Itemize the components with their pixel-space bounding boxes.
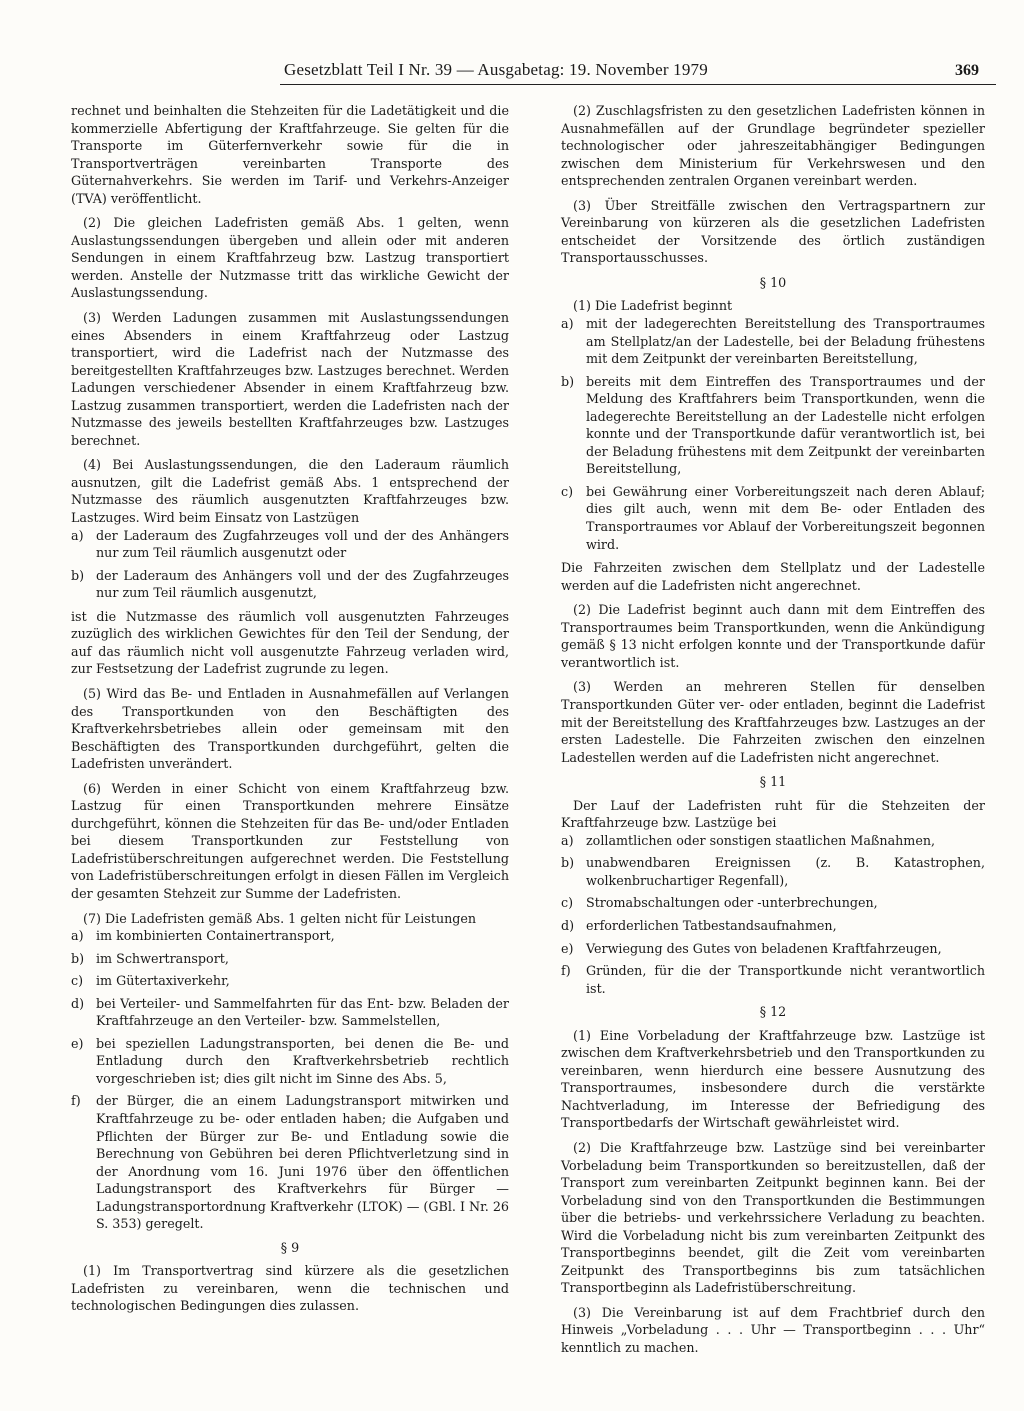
section-10-list-tail: Die Fahrzeiten zwischen dem Stellplatz und der Ladestelle werden auf die Ladefristen nicht angerechnet. xyxy=(561,560,985,593)
list-item xyxy=(561,940,985,958)
section-heading-10: § 10 xyxy=(759,274,787,290)
section-10-paragraph-1: (1) Die Ladefrist beginnt xyxy=(573,298,733,314)
section-10-paragraph-2: (2) Die Ladefrist beginnt auch dann mit dem Eintreffen des Transportraumes beim Transportkunden, wenn die Ankündigung gemäß § 13 nicht erfolgen konnte und der Transportkunde dafür verantwortlich ist. xyxy=(561,602,985,670)
list-text: bereits mit dem Eintreffen des Transportraumes und der Meldung des Kraftfahrers beim Transportkunden, wenn die ladegerechte Bereitstellung an der Ladestelle nicht erfolgen konnte und der Transportkunde dafür verantwortlich ist, bei der Beladung frühestens mit dem Zeitpunkt der vereinbarten Bereitstellung, xyxy=(586,373,985,477)
page-number: 369 xyxy=(955,62,979,79)
list-text: im Schwertransport, xyxy=(96,950,229,966)
header-rule xyxy=(280,84,996,85)
list-item xyxy=(561,894,985,912)
paragraph-7: (7) Die Ladefristen gemäß Abs. 1 gelten nicht für Leistungen xyxy=(83,910,477,926)
gazette-header-title: Gesetzblatt Teil I Nr. 39 — Ausgabetag: 19. November 1979 xyxy=(284,60,708,79)
list-item xyxy=(71,950,509,968)
list-text: der Laderaum des Zugfahrzeuges voll und der des Anhängers nur zum Teil räumlich ausgenutzt oder xyxy=(96,527,509,561)
list-item xyxy=(561,373,985,478)
section-12-paragraph-3: (3) Die Vereinbarung ist auf dem Frachtbrief durch den Hinweis „Vorbeladung . . . Uhr — Transportbeginn . . . Uhr“ kenntlich zu machen. xyxy=(561,1304,985,1355)
list-marker: f) xyxy=(71,1093,81,1109)
section-heading-9: § 9 xyxy=(280,1239,300,1255)
section-9-paragraph-1: (1) Im Transportvertrag sind kürzere als die gesetzlichen Ladefristen zu vereinbaren, wenn die technischen und technologischen Bedingungen dies zulassen. xyxy=(71,1263,509,1314)
list-text: mit der ladegerechten Bereitstellung des Transportraumes am Stellplatz/an der Ladestelle, bei der Beladung frühestens mit dem Zeitpunkt der vereinbarten Bereitstellung, xyxy=(586,316,985,367)
paragraph-3-continued: (3) Über Streitfälle zwischen den Vertragspartnern zur Vereinbarung von kürzeren als die gesetzlichen Ladefristen entscheidet der Vorsitzende des örtlich zuständigen Transportausschusses. xyxy=(561,197,985,266)
list-marker: e) xyxy=(71,1035,84,1051)
paragraph-continuation: rechnet und beinhalten die Stehzeiten für die Ladetätigkeit und die kommerzielle Abfertigung der Kraftfahrzeuge. Sie gelten für die Transporte im Güterfernverkehr sowie für die in Transportverträgen vereinbarten Transporte des Güternahverkehrs. Sie werden im Tarif- und Verkehrs-Anzeiger (TVA) veröffentlicht. xyxy=(71,103,509,206)
section-12-paragraph-1: (1) Eine Vorbeladung der Kraftfahrzeuge bzw. Lastzüge ist zwischen dem Kraftverkehrsbetrieb und den Transportkunden zu vereinbaren, wenn hierdurch eine bessere Ausnutzung des Transportraumes, insbesondere durch die verstärkte Nachtverladung, im Interesse der Befriedigung des Transportbedarfs der Wirtschaft gewährleistet wird. xyxy=(561,1027,985,1131)
paragraph-4-tail: ist die Nutzmasse des räumlich voll ausgenutzten Fahrzeuges zuzüglich des wirklichen Gewichtes für den Teil der Sendung, der auf das räumlich nicht voll ausgenutzte Fahrzeug verladen wird, zur Festsetzung der Ladefrist zugrunde zu legen. xyxy=(71,608,509,677)
paragraph-3: (3) Werden Ladungen zusammen mit Auslastungssendungen eines Absenders in einem Kraftfahrzeug oder Lastzug transportiert, wird die Ladefrist nach der Nutzmasse des bereitgestellten Kraftfahrzeuges bzw. Lastzuges berechnet. Werden Ladungen verschiedener Absender in einem Kraftfahrzeug bzw. Lastzug zusammen transportiert, werden die Ladefristen nach der Nutzmasse des jeweils bestellten Kraftfahrzeuges bzw. Lastzuges berechnet. xyxy=(71,310,509,448)
list-marker: c) xyxy=(71,973,84,989)
list-marker: b) xyxy=(71,950,85,966)
list-marker: c) xyxy=(561,895,574,911)
list-marker: c) xyxy=(561,483,574,499)
paragraph-4: (4) Bei Auslastungssendungen, die den Laderaum räumlich ausnutzen, gilt die Ladefrist gemäß Abs. 1 entsprechend der Nutzmasse des räumlich ausgenutzten Kraftfahrzeuges bzw. Lastzuges. Wird beim Einsatz von Lastzügen xyxy=(71,457,509,526)
list-item xyxy=(71,995,509,1030)
list-item xyxy=(71,1035,509,1088)
list-item xyxy=(561,962,985,997)
paragraph-2: (2) Die gleichen Ladefristen gemäß Abs. 1 gelten, wenn Auslastungssendungen übergeben und allein oder mit anderen Sendungen in einem Kraftfahrzeug bzw. Lastzug transportiert werden. Anstelle der Nutzmasse tritt das wirkliche Gewicht der Auslastungssendung. xyxy=(71,215,509,301)
right-column xyxy=(561,102,985,1364)
list-text: bei Gewährung einer Vorbereitungszeit nach deren Ablauf; dies gilt auch, wenn mit dem Be- oder Entladen des Transportraumes vor Ablauf der Vorbereitungszeit begonnen wird. xyxy=(586,483,985,552)
paragraph-4-list xyxy=(71,527,509,602)
list-marker: a) xyxy=(561,316,574,332)
list-text: Stromabschaltungen oder -unterbrechungen, xyxy=(586,895,878,911)
section-11-paragraph: Der Lauf der Ladefristen ruht für die Stehzeiten der Kraftfahrzeuge bzw. Lastzüge bei xyxy=(561,797,985,831)
list-item xyxy=(561,315,985,368)
list-text: unabwendbaren Ereignissen (z. B. Katastrophen, wolkenbruchartiger Regenfall), xyxy=(586,855,985,888)
section-12-paragraph-2: (2) Die Kraftfahrzeuge bzw. Lastzüge sind bei vereinbarter Vorbeladung beim Transportkunden so bereitzustellen, daß der Transport zum vereinbarten Zeitpunkt beginnen kann. Bei der Vorbeladung sind von den Transportkunden die Bestimmungen über die betriebs- und verkehrssichere Verladung zu beachten. Wird die Vorbeladung nicht bis zum vereinbarten Zeitpunkt des Transportbeginns beendet, gilt die Zeit vom vereinbarten Zeitpunkt des Transportbeginns bis zum tatsächlichen Transportbeginn als Ladefristüberschreitung. xyxy=(561,1139,985,1296)
list-text: Verwiegung des Gutes von beladenen Kraftfahrzeugen, xyxy=(586,940,942,956)
section-heading-12: § 12 xyxy=(759,1004,787,1020)
left-column xyxy=(71,102,509,1322)
section-10-paragraph-3: (3) Werden an mehreren Stellen für denselben Transportkunden Güter ver- oder entladen, beginnt die Ladefrist mit der Bereitstellung des Kraftfahrzeuges bzw. Lastzuges an der ersten Ladestelle. Die Fahrzeiten zwischen den einzelnen Ladestellen werden auf die Ladefristen nicht angerechnet. xyxy=(561,679,985,765)
list-text: im Gütertaxiverkehr, xyxy=(96,973,230,989)
list-marker: a) xyxy=(71,527,84,543)
list-marker: b) xyxy=(561,373,575,389)
list-text: im kombinierten Containertransport, xyxy=(96,928,335,944)
list-marker: b) xyxy=(71,567,85,583)
list-item xyxy=(561,483,985,553)
list-text: zollamtlichen oder sonstigen staatlichen Maßnahmen, xyxy=(586,832,936,848)
list-text: bei speziellen Ladungstransporten, bei denen die Be- und Entladung durch den Kraftverkehrsbetrieb rechtlich vorgeschrieben ist; dies gilt nicht im Sinne des Abs. 5, xyxy=(96,1035,509,1086)
list-item xyxy=(71,567,509,602)
paragraph-6: (6) Werden in einer Schicht von einem Kraftfahrzeug bzw. Lastzug für einen Transportkunden mehrere Einsätze durchgeführt, können die Stehzeiten für das Be- und/oder Entladen bei diesem Transportkunden zur Feststellung von Ladefristüberschreitungen aufgerechnet werden. Die Feststellung von Ladefristüberschreitungen erfolgt in diesen Fällen im Vergleich der gesamten Stehzeit zur Summe der Ladefristen. xyxy=(71,780,509,901)
list-marker: b) xyxy=(561,855,575,871)
list-text: der Laderaum des Anhängers voll und der des Zugfahrzeuges nur zum Teil räumlich ausgenutzt, xyxy=(96,567,509,601)
paragraph-2-continued: (2) Zuschlagsfristen zu den gesetzlichen Ladefristen können in Ausnahmefällen auf der Grundlage begründeter spezieller technologischer oder jahreszeitabhängiger Bedingungen zwischen dem Ministerium für Verkehrswesen und den entsprechenden zentralen Organen vereinbart werden. xyxy=(561,103,985,189)
list-text: der Bürger, die an einem Ladungstransport mitwirken und Kraftfahrzeuge zu be- oder entladen haben; die Aufgaben und Pflichten der Bürger zur Be- und Entladung sowie die Berechnung von Gebühren bei deren Pflichtverletzung sind in der Anordnung vom 16. Juni 1976 über den öffentlichen Ladungstransport des Kraftverkehrs für Bürger — Ladungstransportordnung Kraftverkehr (LTOK) — (GBl. I Nr. 26 S. 353) geregelt. xyxy=(96,1093,509,1232)
list-marker: a) xyxy=(71,928,84,944)
list-item xyxy=(71,1092,509,1232)
list-marker: e) xyxy=(561,940,574,956)
section-11-list xyxy=(561,832,985,997)
list-marker: d) xyxy=(561,917,575,933)
list-marker: f) xyxy=(561,963,571,979)
list-text: Gründen, für die der Transportkunde nicht verantwortlich ist. xyxy=(586,963,985,996)
list-item xyxy=(71,972,509,990)
section-10-list xyxy=(561,315,985,553)
list-item xyxy=(71,927,509,945)
list-marker: d) xyxy=(71,995,85,1011)
list-text: erforderlichen Tatbestandsaufnahmen, xyxy=(586,917,837,933)
list-item xyxy=(561,832,985,850)
list-item xyxy=(561,917,985,935)
list-item xyxy=(561,854,985,889)
list-item xyxy=(71,527,509,562)
list-marker: a) xyxy=(561,832,574,848)
section-heading-11: § 11 xyxy=(759,774,787,790)
paragraph-7-list xyxy=(71,927,509,1233)
list-text: bei Verteiler- und Sammelfahrten für das Ent- bzw. Beladen der Kraftfahrzeuge an den Verteiler- bzw. Sammelstellen, xyxy=(96,995,509,1029)
paragraph-5: (5) Wird das Be- und Entladen in Ausnahmefällen auf Verlangen des Transportkunden von den Beschäftigten des Kraftverkehrsbetriebes allein oder gemeinsam mit den Beschäftigten des Transportkunden durchgeführt, gelten die Ladefristen unverändert. xyxy=(71,685,509,772)
